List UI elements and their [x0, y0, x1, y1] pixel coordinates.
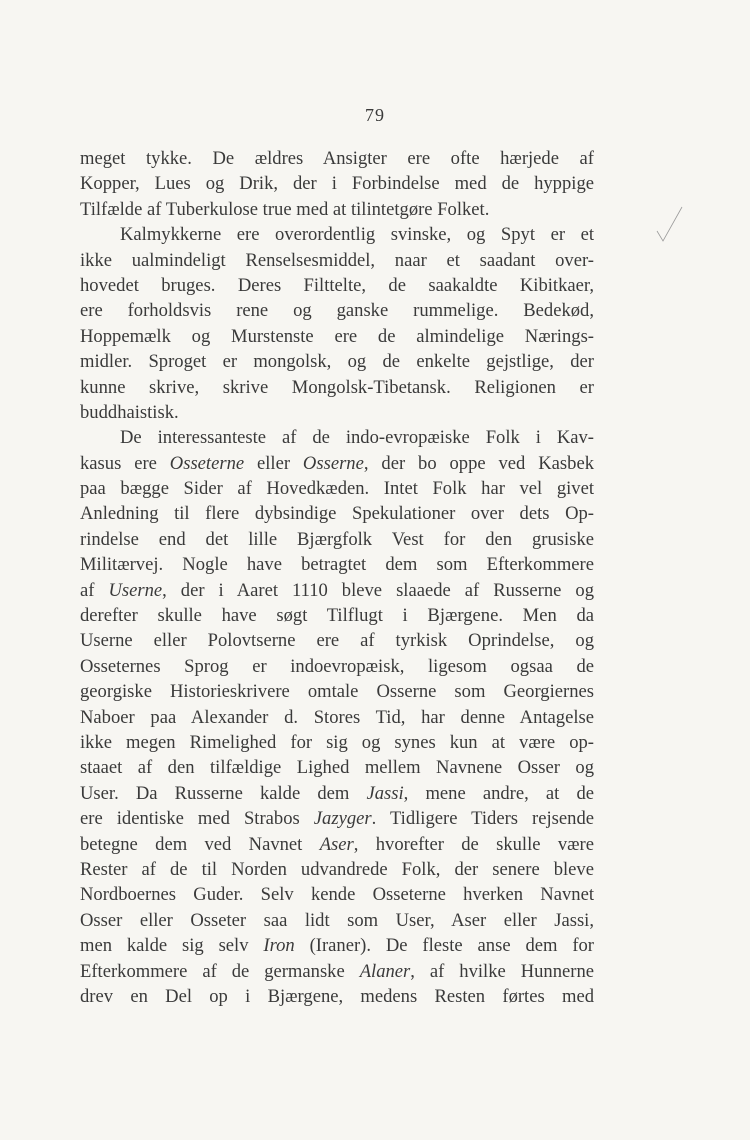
text-line: [80, 400, 594, 425]
italic-term: Jassi: [366, 782, 404, 804]
text-line: [80, 171, 594, 196]
text-line: [80, 578, 594, 603]
text-segment: georgiske Historieskrivere omtale Osserne som Georgiernes: [80, 681, 594, 703]
text-line: [80, 197, 594, 222]
text-line: [80, 857, 594, 882]
text-segment: buddhaistisk.: [80, 401, 179, 423]
text-line: [80, 755, 594, 780]
text-segment: men kalde sig selv: [80, 935, 264, 957]
text-line: [80, 349, 594, 374]
text-segment: Kopper, Lues og Drik, der i Forbindelse med de hyppige: [80, 173, 594, 195]
text-line: [80, 451, 594, 476]
text-line: [80, 324, 594, 349]
italic-term: Alaner: [359, 960, 411, 982]
text-segment: Rester af de til Norden udvandrede Folk, der senere bleve: [80, 858, 594, 880]
italic-term: Iron: [263, 935, 295, 957]
italic-term: Osserne: [302, 452, 364, 474]
text-segment: derefter skulle have søgt Tilflugt i Bjærgene. Men da: [80, 605, 594, 627]
text-line: [80, 933, 594, 958]
text-segment: . Tidligere Tiders rejsende: [371, 808, 594, 830]
text-line: [80, 628, 594, 653]
text-segment: , af hvilke Hunnerne: [410, 960, 595, 982]
text-line: [80, 959, 594, 984]
page-number: 79: [365, 105, 385, 125]
text-line: [80, 527, 594, 552]
text-line: [80, 298, 594, 323]
text-segment: , hvorefter de skulle være: [353, 833, 594, 855]
text-line: [80, 375, 594, 400]
text-segment: rindelse end det lille Bjærgfolk Vest for den grusiske: [80, 528, 594, 550]
text-segment: Naboer paa Alexander d. Stores Tid, har denne Antagelse: [80, 706, 594, 728]
text-segment: midler. Sproget er mongolsk, og de enkelte gejstlige, der: [80, 351, 594, 373]
text-segment: betegne dem ved Navnet: [80, 833, 320, 855]
text-segment: ere identiske med Strabos: [80, 808, 314, 830]
text-segment: kasus ere: [80, 452, 170, 474]
text-line: [80, 654, 594, 679]
text-line: [80, 273, 594, 298]
text-line: [80, 501, 594, 526]
text-segment: drev en Del op i Bjærgene, medens Resten førtes med: [80, 985, 594, 1007]
italic-term: Aser: [319, 833, 354, 855]
text-segment: Kalmykkerne ere overordentlig svinske, og Spyt er et: [120, 224, 594, 246]
text-line: [80, 222, 594, 247]
text-line: [80, 882, 594, 907]
text-segment: Militærvej. Nogle have betragtet dem som Efterkommere: [80, 554, 594, 576]
text-segment: ere forholdsvis rene og ganske rummelige. Bedekød,: [80, 300, 594, 322]
text-line: [80, 552, 594, 577]
text-segment: De interessanteste af de indo-evropæiske Folk i Kav-: [120, 427, 594, 449]
text-segment: , mene andre, at de: [403, 782, 594, 804]
text-segment: Anledning til flere dybsindige Spekulationer over dets Op-: [80, 503, 594, 525]
text-segment: eller: [244, 452, 303, 474]
text-segment: Tilfælde af Tuberkulose true med at tilintetgøre Folket.: [80, 198, 490, 220]
text-line: [80, 146, 594, 171]
text-segment: , der bo oppe ved Kasbek: [363, 452, 594, 474]
text-line: [80, 908, 594, 933]
text-line: [80, 832, 594, 857]
text-segment: ikke megen Rimelighed for sig og synes kun at være op-: [80, 731, 594, 753]
text-segment: User. Da Russerne kalde dem: [80, 782, 367, 804]
text-segment: staaet af den tilfældige Lighed mellem Navnene Osser og: [80, 757, 594, 779]
text-segment: hovedet bruges. Deres Filttelte, de saakaldte Kibitkaer,: [80, 274, 594, 296]
body-text: [80, 146, 594, 1009]
text-segment: Osseternes Sprog er indoevropæisk, ligesom ogsaa de: [80, 655, 594, 677]
text-line: [80, 705, 594, 730]
text-line: [80, 476, 594, 501]
text-segment: Nordboernes Guder. Selv kende Osseterne hverken Navnet: [80, 884, 594, 906]
text-segment: Efterkommere af de germanske: [80, 960, 360, 982]
text-segment: meget tykke. De ældres Ansigter ere ofte hærjede af: [80, 148, 594, 169]
text-segment: Userne eller Polovtserne ere af tyrkisk Oprindelse, og: [80, 630, 594, 652]
text-segment: kunne skrive, skrive Mongolsk-Tibetansk. Religionen er: [80, 376, 594, 398]
text-line: [80, 781, 594, 806]
text-line: [80, 603, 594, 628]
text-segment: ikke ualmindeligt Renselsesmiddel, naar et saadant over-: [80, 249, 594, 271]
text-line: [80, 679, 594, 704]
margin-check-mark: [655, 205, 685, 245]
italic-term: Jazyger: [313, 808, 372, 830]
text-line: [80, 730, 594, 755]
text-line: [80, 806, 594, 831]
text-line: [80, 984, 594, 1009]
text-line: [80, 425, 594, 450]
italic-term: Userne: [108, 579, 163, 601]
text-segment: af: [80, 579, 109, 601]
text-segment: paa bægge Sider af Hovedkæden. Intet Folk har vel givet: [80, 478, 594, 500]
italic-term: Osseterne: [169, 452, 245, 474]
text-segment: Hoppemælk og Murstenste ere de almindelige Nærings-: [80, 325, 594, 347]
text-segment: , der i Aaret 1110 bleve slaaede af Russerne og: [162, 579, 594, 601]
text-line: [80, 248, 594, 273]
text-segment: (Iraner). De fleste anse dem for: [294, 935, 594, 957]
text-segment: Osser eller Osseter saa lidt som User, Aser eller Jassi,: [80, 909, 594, 931]
